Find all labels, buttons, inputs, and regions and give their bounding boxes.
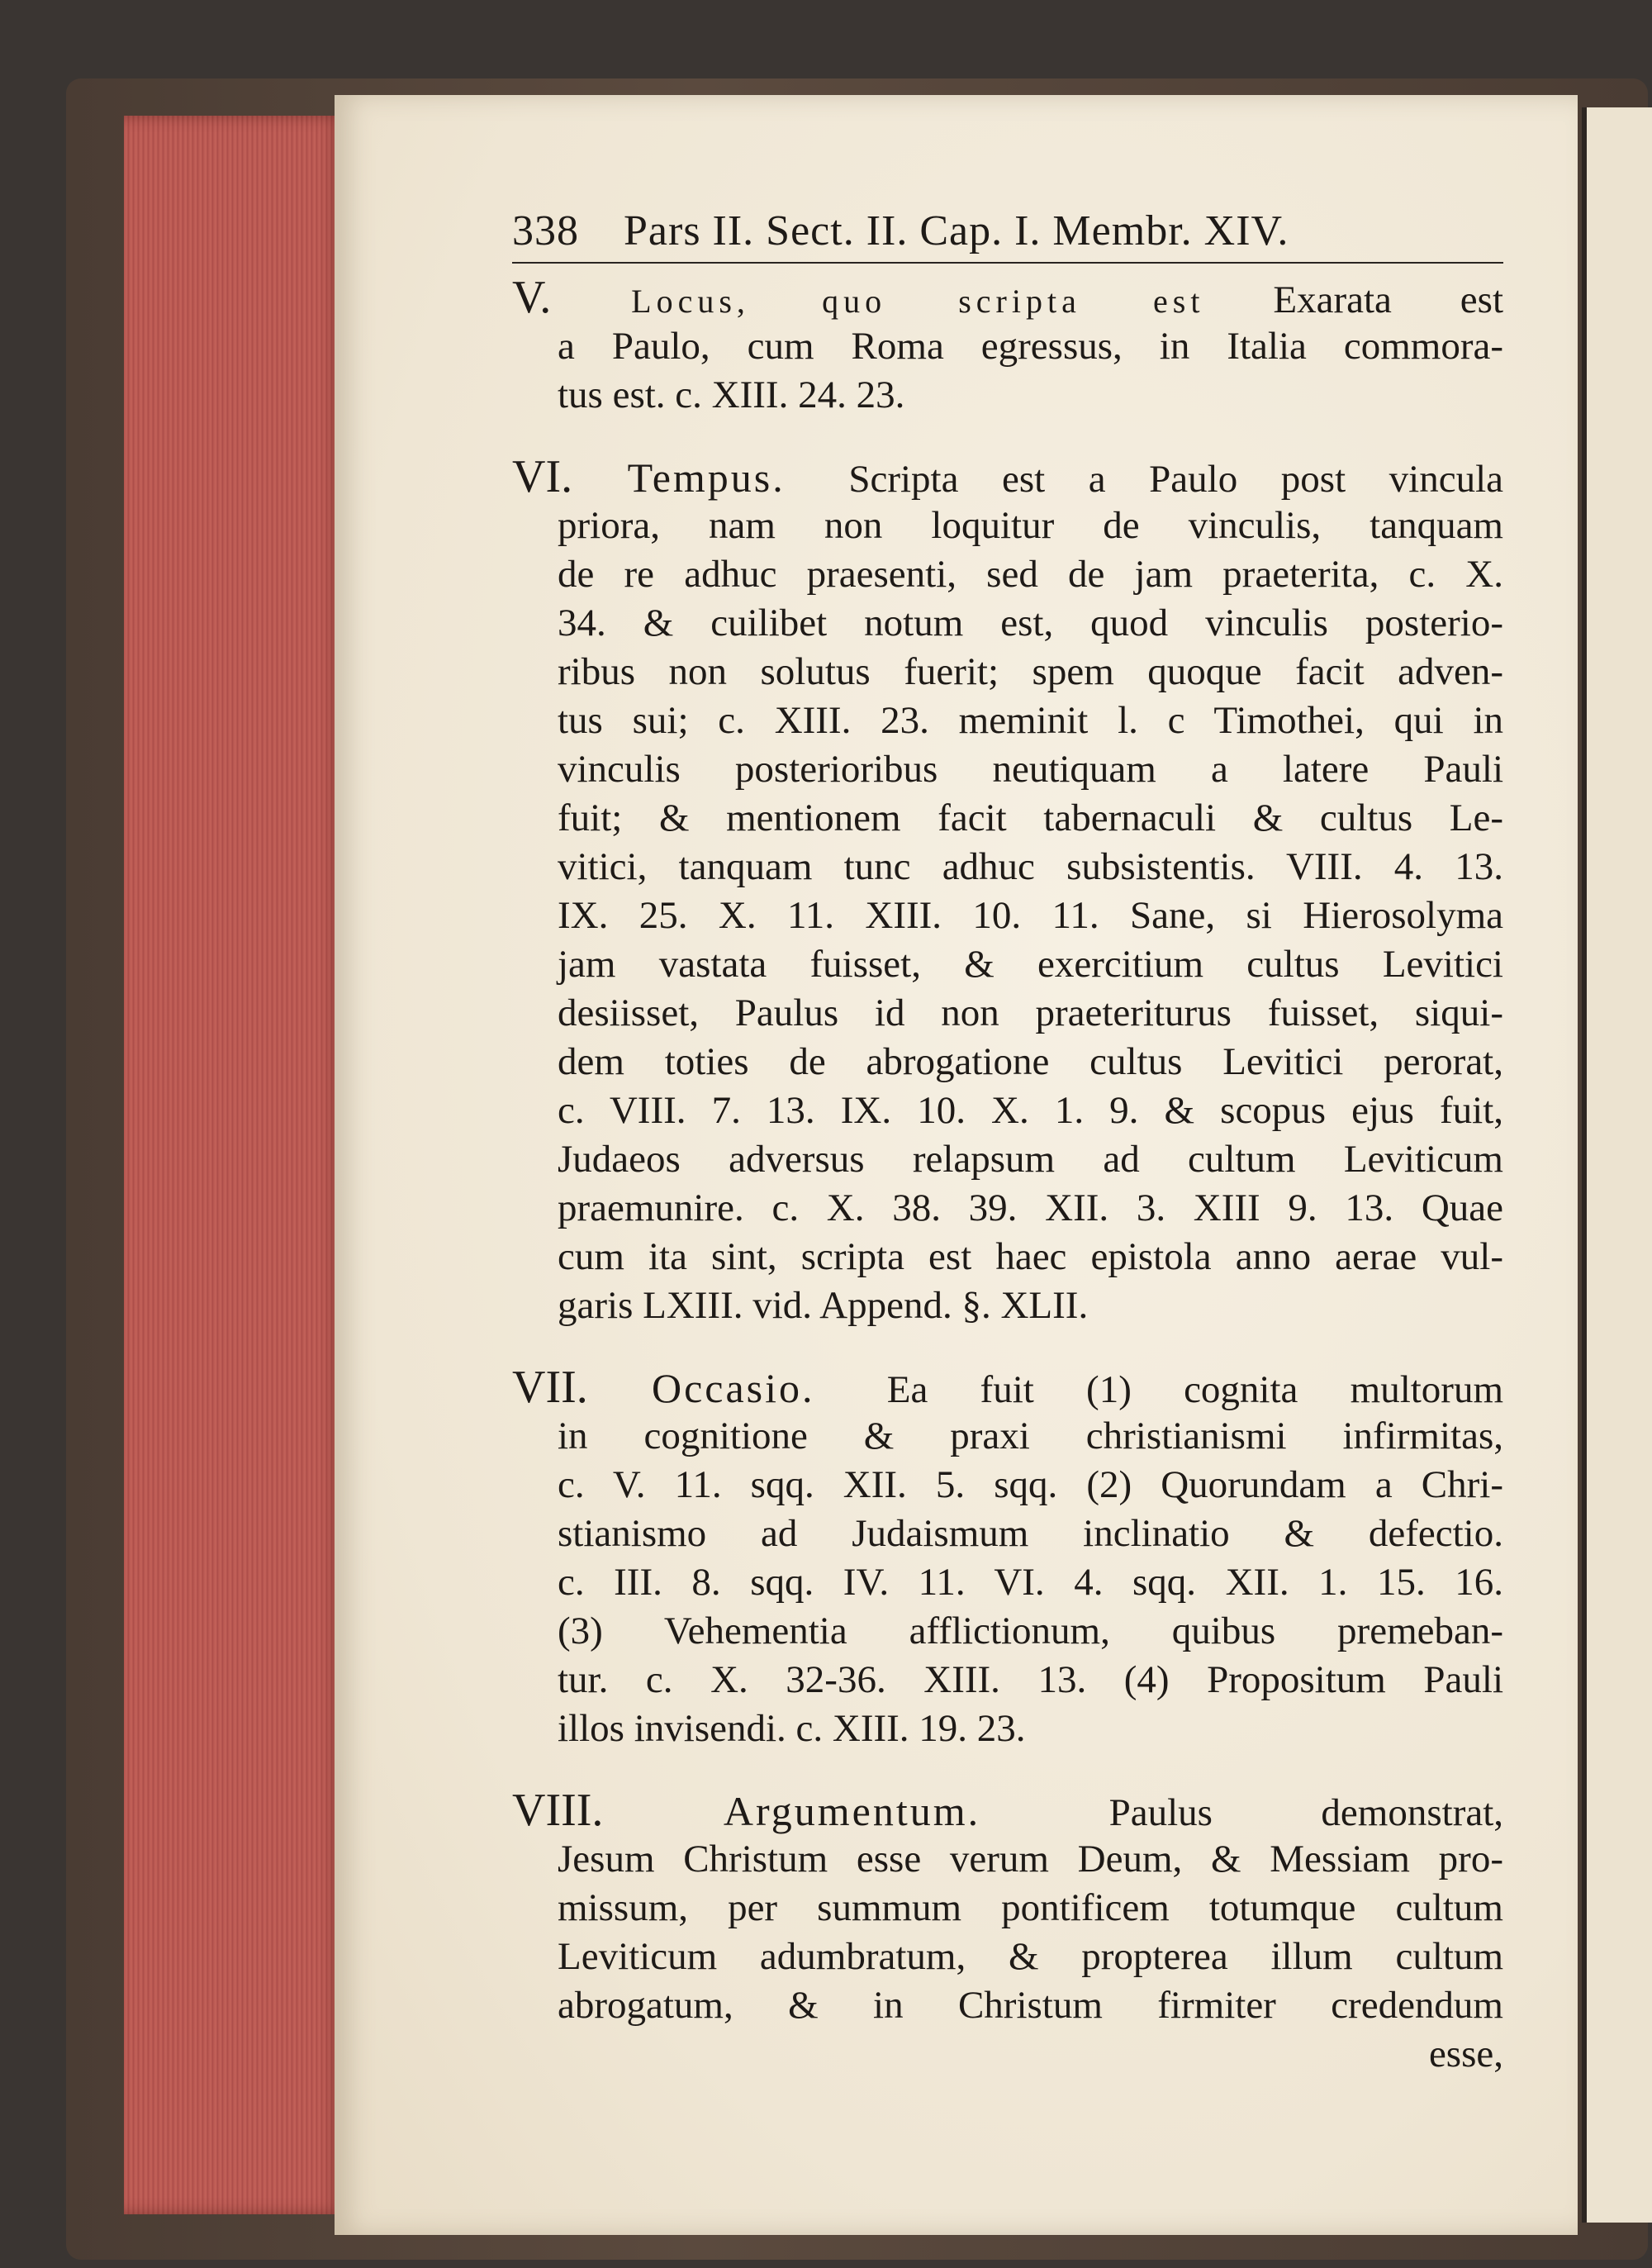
section-number: VIII. <box>512 1785 604 1836</box>
text-line: abrogatum, & in Christum firmiter credendum <box>558 1984 1503 2027</box>
text-line: c. III. 8. sqq. IV. 11. VI. 4. sqq. XII. 1. 15. 16. <box>558 1561 1503 1604</box>
text-line: cum ita sint, scripta est haec epistola anno aerae vul- <box>558 1235 1503 1278</box>
text-line: Judaeos adversus relapsum ad cultum Leviticum <box>558 1138 1503 1181</box>
catchword: esse, <box>1428 2033 1503 2075</box>
section-tempus <box>512 453 1503 1330</box>
text-line: Jesum Christum esse verum Deum, & Messiam pro- <box>558 1838 1503 1880</box>
running-title: Pars II. Sect. II. Cap. I. Membr. XIV. <box>624 207 1289 254</box>
text-line: (3) Vehementia afflictionum, quibus premeban- <box>558 1609 1503 1652</box>
text-line: priora, nam non loquitur de vinculis, tanquam <box>558 504 1503 547</box>
running-head <box>512 207 1503 264</box>
text-line: dem toties de abrogatione cultus Levitici perorat, <box>558 1040 1503 1083</box>
text-line <box>512 1786 1503 1835</box>
facing-page-edge <box>1582 107 1652 2223</box>
section-number: V. <box>512 272 552 323</box>
section-heading: Argumentum. <box>723 1788 981 1834</box>
section-occasio <box>512 1363 1503 1753</box>
section-argumentum <box>512 1786 1503 2079</box>
page-edges-red <box>124 116 347 2214</box>
text-line: tus est. c. XIII. 24. 23. <box>558 373 905 416</box>
text-line: praemunire. c. X. 38. 39. XII. 3. XIII 9. 13. Quae <box>558 1186 1503 1229</box>
section-number: VI. <box>512 451 573 502</box>
line-text: Exarata est <box>1273 278 1504 321</box>
section-heading: Occasio. <box>651 1365 815 1411</box>
text-line: de re adhuc praesenti, sed de jam praeterita, c. X. <box>558 553 1503 596</box>
text-line <box>512 273 1503 322</box>
text-line: vitici, tanquam tunc adhuc subsistentis. VIII. 4. 13. <box>558 845 1503 888</box>
text-line: tus sui; c. XIII. 23. meminit l. c Timothei, qui in <box>558 699 1503 742</box>
text-line: garis LXIII. vid. Append. §. XLII. <box>558 1284 1089 1327</box>
text-line: c. V. 11. sqq. XII. 5. sqq. (2) Quorundam a Chri- <box>558 1463 1503 1506</box>
line-text: Scripta est a Paulo post vincula <box>848 458 1504 501</box>
text-line: missum, per summum pontificem totumque cultum <box>558 1886 1503 1929</box>
text-line: desiisset, Paulus id non praeteriturus fuisset, siqui- <box>558 991 1503 1034</box>
text-line: in cognitione & praxi christianismi infirmitas, <box>558 1415 1503 1457</box>
text-line: a Paulo, cum Roma egressus, in Italia commora- <box>558 325 1503 368</box>
page-text <box>512 207 1503 2079</box>
section-number: VII. <box>512 1362 588 1413</box>
text-line: fuit; & mentionem facit tabernaculi & cultus Le- <box>558 796 1503 839</box>
text-line: IX. 25. X. 11. XIII. 10. 11. Sane, si Hierosolyma <box>558 894 1503 937</box>
text-line: tur. c. X. 32-36. XIII. 13. (4) Propositum Pauli <box>558 1658 1503 1701</box>
line-text: Paulus demonstrat, <box>1108 1791 1504 1834</box>
section-heading: Tempus. <box>627 454 786 501</box>
text-line: ribus non solutus fuerit; spem quoque facit adven- <box>558 650 1503 693</box>
text-line: jam vastata fuisset, & exercitium cultus Levitici <box>558 943 1503 986</box>
text-line <box>512 453 1503 502</box>
section-locus <box>512 273 1503 420</box>
line-text: Ea fuit (1) cognita multorum <box>886 1368 1504 1411</box>
page-number: 338 <box>512 207 579 254</box>
text-line: 34. & cuilibet notum est, quod vinculis posterio- <box>558 601 1503 644</box>
text-line: Leviticum adumbratum, & propterea illum cultum <box>558 1935 1503 1978</box>
text-line: stianismo ad Judaismum inclinatio & defectio. <box>558 1512 1503 1555</box>
section-heading: Locus, quo scripta est <box>631 283 1205 320</box>
text-line <box>512 1363 1503 1412</box>
text-line: c. VIII. 7. 13. IX. 10. X. 1. 9. & scopus ejus fuit, <box>558 1089 1503 1132</box>
text-line: illos invisendi. c. XIII. 19. 23. <box>558 1707 1026 1750</box>
text-line: vinculis posterioribus neutiquam a latere Pauli <box>558 748 1503 791</box>
